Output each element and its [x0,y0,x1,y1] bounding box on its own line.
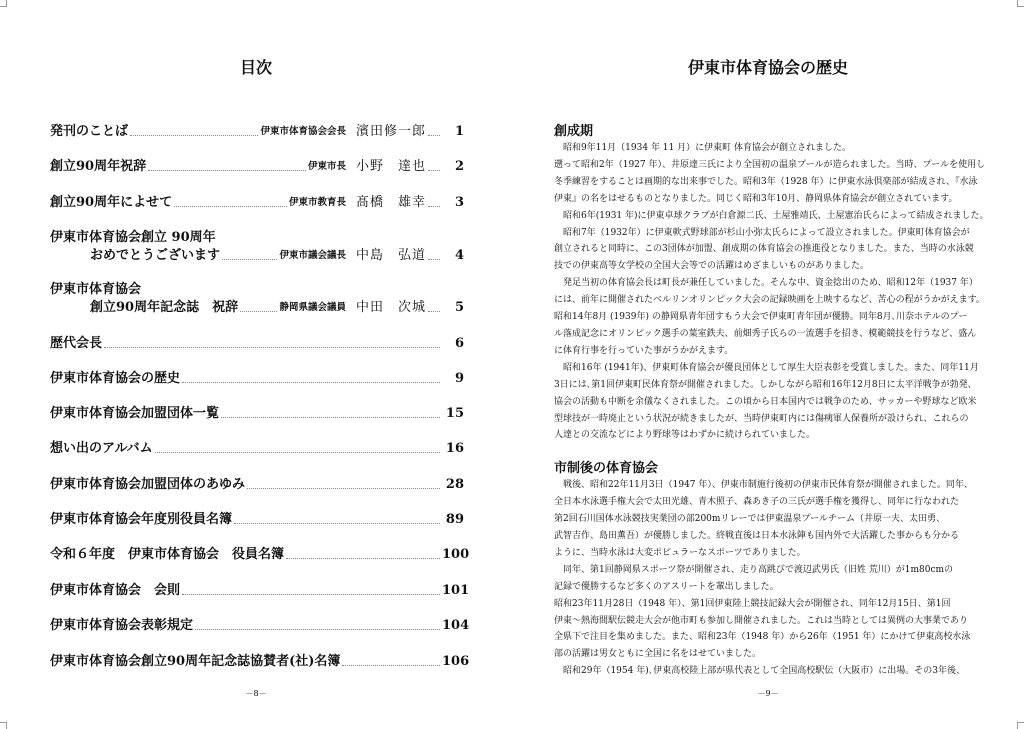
toc-entry-role: 伊東市長 [307,161,346,172]
toc-entry-label: 創立90周年によせて [50,195,173,210]
toc-entry[interactable] [50,405,464,423]
body-line: 人達との交流などにより野球等はわずかに続けられていました。 [554,430,816,441]
body-line: 昭和16年 (1941年)、伊東町体育協会が優良団体として厚生大臣表彰を受賞しました。また、同年11月 [554,362,979,373]
crop-mark [1017,0,1024,7]
history-body [554,123,994,680]
leader-dots [428,170,440,171]
body-line: 昭和6年(1931 年)に伊東卓球クラブが白倉源二氏、土屋雅靖氏、土屋憲治氏らによって結成されました。 [554,210,989,221]
toc-entry[interactable] [50,370,464,388]
toc-entry-label: 想い出のアルバム [50,441,153,456]
toc-entry-label: 伊東市体育協会 会則 [50,583,181,598]
body-line: 冬季練習をすることは画期的な出来事でした。昭和3年（1928 年）に伊東水泳倶楽部が結成され、『水泳 [554,176,978,187]
toc-entry-label-line1: 伊東市体育協会 [50,282,142,297]
toc-entry-label-line1: 伊東市体育協会創立 90周年 [50,230,216,245]
body-line: 第2回石川国体水泳競技実業団の部200mリレーでは伊東温泉プールチーム（井原一夫、太田勇、 [554,514,945,525]
toc-entry-page: 5 [454,300,464,315]
body-line: 3日には､第1回伊東町民体育祭が開催されました。しかしながら昭和16年12月8日に太平洋戦争が勃発、 [554,379,977,390]
toc-entry-role: 伊東市体育協会会長 [260,126,346,137]
leader-dots [428,259,440,260]
toc-entry-label: おめでとうございます [90,248,221,263]
toc-entry-page: 106 [442,654,470,669]
section-heading: 創成期 [554,124,594,139]
toc-entry-label: 歴代会長 [50,336,103,351]
crop-mark [1017,722,1024,729]
toc-entry-page: 2 [454,159,464,174]
body-line: に体育行事を行っていた事がうかがえます。 [554,345,734,356]
page-number: －9－ [757,689,779,698]
toc-entry-person: 中田 次城 [355,300,426,315]
crop-mark [0,0,7,7]
body-line: 伊東』の名をはせるものとなりました。同じく昭和3年10月、静岡県体育協会が創立されています。 [554,193,958,204]
toc-entry-page: 104 [442,618,470,633]
crop-mark [0,722,7,729]
toc-entry-page: 3 [454,195,464,210]
toc-entry-label: 伊東市体育協会加盟団体一覧 [50,406,220,421]
toc-entry[interactable] [50,617,470,635]
toc-entry-role: 静岡県議会議員 [279,302,346,313]
body-line: 記録で優勝するなど多くのアスリートを輩出しました。 [554,581,779,592]
body-line: 全日本水泳選手権大会で太田光雄、青木照子、森あき子の三氏が選手権を獲得し、同年に行なわれた [554,497,960,508]
body-line: 伊東～熱海間駅伝競走大会が他市町も参加し開催されました。これは当時としては異例の大事業であり [554,615,969,626]
toc-entry-label: 伊東市体育協会表彰規定 [50,618,194,633]
toc-entry-label: 創立90周年記念誌 祝辞 [90,300,239,315]
toc-entry-label: 伊東市体育協会年度別役員名簿 [50,512,233,527]
body-line: 遡って昭和2年（1927 年）、井原達三氏により全国初の温泉プールが造られました。当時、プールを使用し [554,159,986,170]
leader-dots [195,629,440,630]
leader-dots [104,347,440,348]
body-line: 昭和14年8月 (1939年) の静岡県青年団すもう大会で伊東町青年団が優勝。同年8月､川奈ホテルのプー [554,312,968,323]
body-line: 創立されると同時に、この3団体が加盟、創成期の体育協会の推進役となりました。また、当時の水泳競 [554,244,974,255]
toc-entry[interactable] [50,194,464,212]
toc-entry-person: 髙橋 雄幸 [355,195,426,210]
body-line: ように、当時水泳は大変ポピュラーなスポーツでありました。 [554,547,806,558]
toc-entry-label: 伊東市体育協会創立90周年記念誌協賛者(社)名簿 [50,654,341,669]
body-line: 昭和7年（1932年）に伊東軟式野球部が杉山小弥太氏らによって設立されました。伊東町体育協会が [554,227,970,238]
toc-entry[interactable] [50,229,464,265]
leader-dots [428,311,440,312]
leader-dots [221,417,440,418]
body-line: 武智吉作、島田薫吾）が優勝しました。終戦直後は日本水泳陣も国内外で大活躍した事からも分かる [554,531,960,542]
body-line: 昭和23年11月28日（1948 年）、第1回伊東陸上競技記録大会が開催され、同年12月15日、第1回 [554,598,951,609]
leader-dots [182,382,440,383]
toc-entry[interactable] [50,158,464,176]
leader-dots [342,665,440,666]
toc-entry[interactable] [50,440,464,458]
leader-dots [286,558,440,559]
toc-entry-label: 令和６年度 伊東市体育協会 役員名簿 [50,547,285,562]
toc-entry[interactable] [50,546,470,564]
leader-dots [222,259,277,260]
body-line: 型球技が一時廃止という状況が続きましたが、当時伊東町内には傷痍軍人保養所が設けられ、これらの [554,413,969,424]
body-line: 発足当初の体育協会長は町長が兼任していました。そんな中、資金捻出のため、昭和12年（1937 年） [554,278,978,289]
toc-entry-page: 4 [454,248,464,263]
body-line: 同年、第1回静岡県スポーツ祭が開催され、走り高跳びで渡辺武男氏（旧姓 荒川）が1m80cmの [554,564,954,575]
toc-entry-page: 6 [454,336,464,351]
leader-dots [247,488,440,489]
toc-entry-page: 100 [442,547,470,562]
toc-entry-person: 小野 達也 [355,159,426,174]
toc-entry-label: 発刊のことば [50,124,129,139]
toc-entry-label: 伊東市体育協会加盟団体のあゆみ [50,477,246,492]
toc-entry-label: 伊東市体育協会の歴史 [50,371,181,386]
toc-entry-page: 1 [454,124,464,139]
toc-entry[interactable] [50,511,464,529]
history-page [512,0,1024,729]
body-line: ル落成記念にオリンピック選手の葉室鉄夫、前畑秀子氏らの一流選手を招き、模範競技を行うなど、盛ん [554,328,977,339]
body-line: 協会の活動も中断を余儀なくされました。この頃から日本国内では戦争のため、サッカーや野球など欧米 [554,396,977,407]
section-heading: 市制後の体育協会 [554,461,659,477]
body-line: 技での伊東高等女学校の全国大会等での活躍はめざましいものがありました。 [554,261,870,272]
toc-entry-page: 16 [445,441,464,456]
leader-dots [182,594,440,595]
page-number: －8－ [245,689,267,698]
leader-dots [240,311,277,312]
toc-entry[interactable] [50,123,464,141]
toc-entry[interactable] [50,582,470,600]
leader-dots [428,135,440,136]
leader-dots [130,135,258,136]
leader-dots [148,170,306,171]
toc-entry-page: 101 [442,583,470,598]
body-line: 昭和29年（1954 年)､伊東高校陸上部が県代表として全国高校駅伝（大阪市）に出場。その3年後、 [554,666,965,677]
toc-entry-page: 15 [445,406,464,421]
body-line: 昭和9年11月（1934 年 11 月）に伊東町 体育協会が創立されました。 [554,143,851,153]
toc-entry-label: 創立90周年祝辞 [50,159,147,174]
toc-entry-role: 伊東市教育長 [288,197,346,208]
body-line: 部の活躍は男女ともに全国に名をはせていました。 [554,649,762,660]
toc-entry[interactable] [50,281,464,317]
toc-entry[interactable] [50,476,464,494]
toc-entry-role: 伊東市議会議長 [279,250,346,261]
history-title: 伊東市体育協会の歴史 [687,58,848,77]
body-line: 戦後、昭和22年11月3日（1947 年）、伊東市制施行後初の伊東市民体育祭が開催されました。同年、 [554,480,973,491]
toc-title: 目次 [239,58,272,77]
toc-entry-person: 濱田修一郎 [355,124,426,139]
body-line: には、前年に開催されたベルリンオリンピック大会の記録映画を上映するなど、苦心の程がうかがえます。 [554,295,985,306]
toc-entry-page: 28 [445,477,464,492]
leader-dots [234,523,440,524]
toc-entry-page: 9 [454,371,464,386]
body-line: 全県下で注目を集めました。また、昭和23年（1948 年）から26年（1951 年）にかけて伊東高校水泳 [554,632,971,643]
toc-entry-person: 中島 弘道 [355,248,426,263]
leader-dots [155,452,440,453]
toc-entry-page: 89 [445,512,464,527]
leader-dots [174,206,287,207]
toc-entry[interactable] [50,653,470,671]
leader-dots [428,206,440,207]
toc-entry[interactable] [50,335,464,353]
